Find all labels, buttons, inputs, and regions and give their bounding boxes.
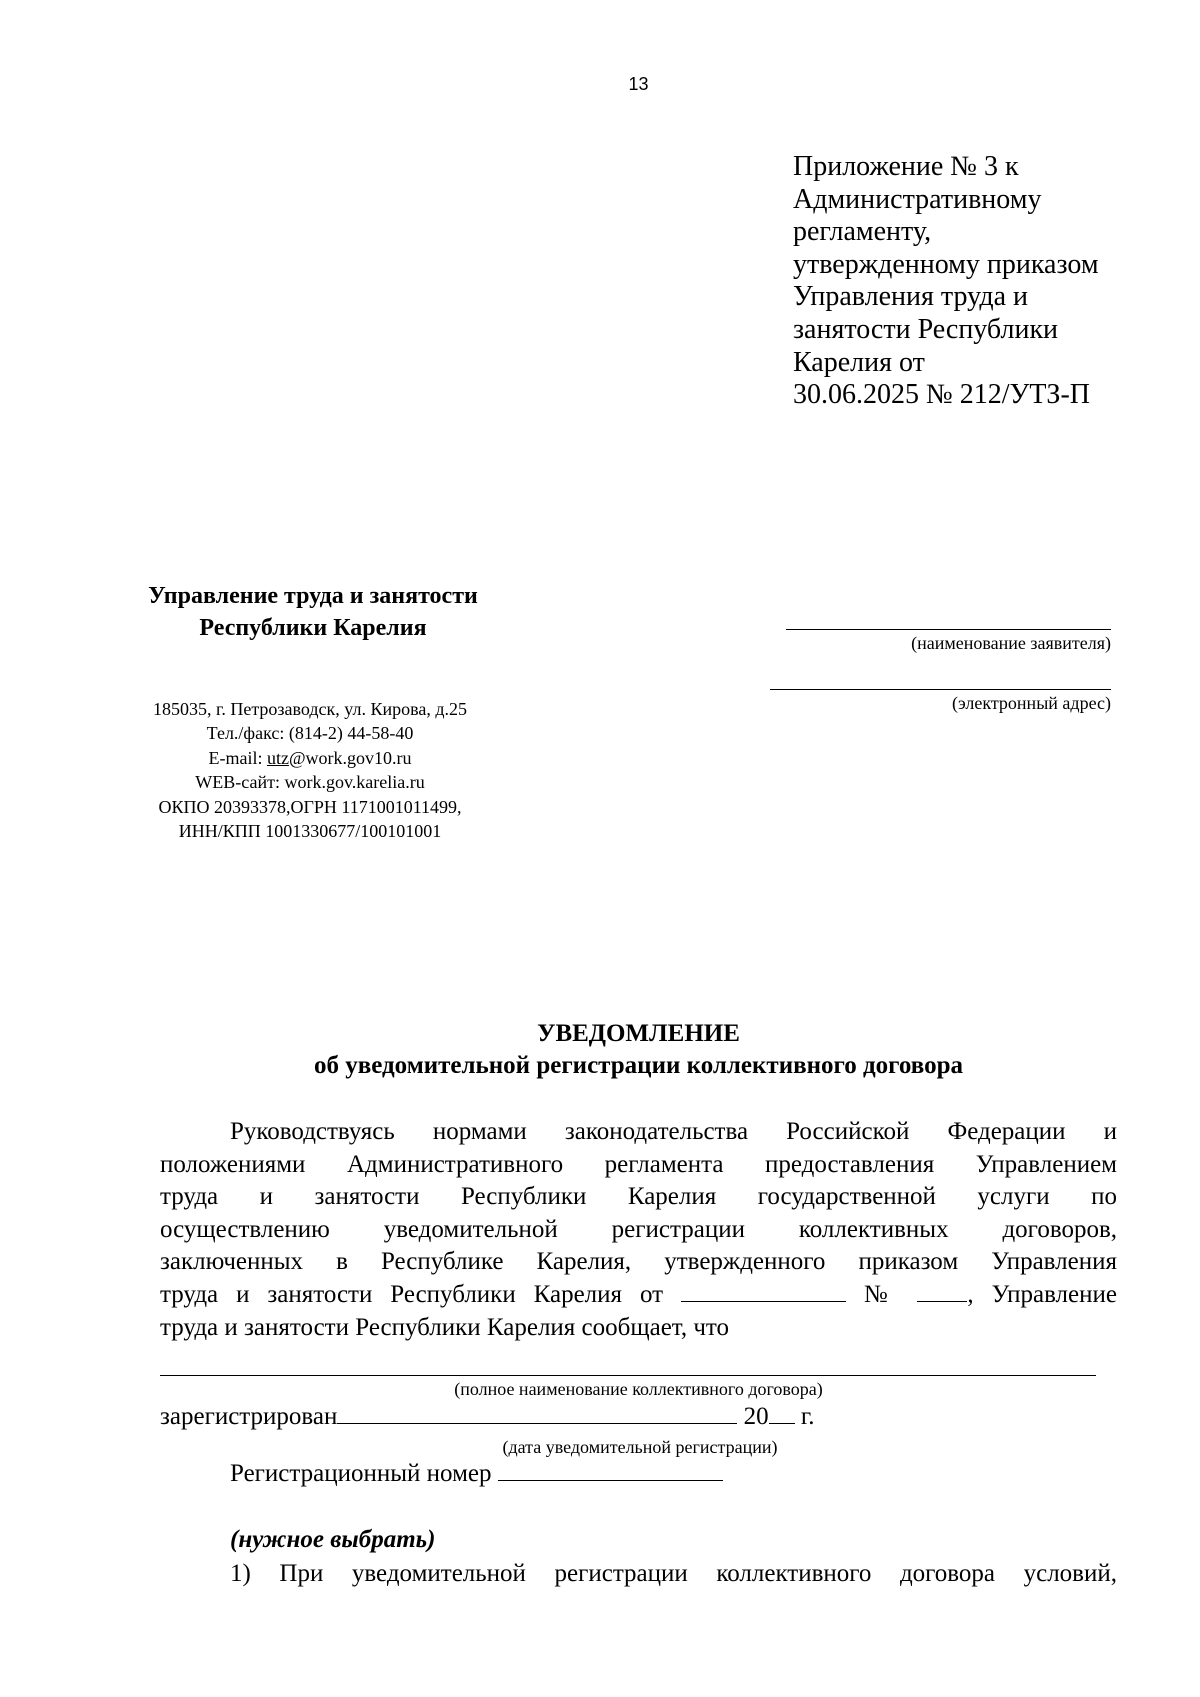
- reg-number-label: Регистрационный номер: [230, 1460, 498, 1487]
- registration-date-caption: (дата уведомительной регистрации): [502, 1437, 778, 1457]
- appendix-line: занятости Республики: [793, 313, 1059, 345]
- order-number-blank[interactable]: [917, 1281, 967, 1302]
- org-title-line: Республики Карелия: [199, 615, 427, 641]
- registered-label: зарегистрирован: [160, 1403, 338, 1430]
- org-website: WEB-сайт: work.gov.karelia.ru: [195, 772, 425, 793]
- registration-year-blank[interactable]: [769, 1403, 795, 1424]
- paragraph-line: осуществлению уведомительной регистрации коллективных договоров,: [160, 1215, 1117, 1243]
- order-text-tail: , Управление: [967, 1280, 1117, 1308]
- email-user-link[interactable]: utz: [266, 747, 289, 768]
- choose-note: (нужное выбрать): [230, 1526, 436, 1553]
- recipient-email-line[interactable]: [770, 689, 1111, 690]
- agreement-name-line[interactable]: [160, 1375, 1096, 1376]
- recipient-name-caption: (наименование заявителя): [911, 633, 1111, 653]
- order-number-sign: №: [846, 1280, 918, 1308]
- paragraph-line: Руководствуясь нормами законодательства Российской Федерации и: [230, 1118, 1117, 1145]
- appendix-line: Карелия от: [793, 346, 925, 378]
- org-title-line: Управление труда и занятости: [148, 583, 478, 609]
- order-text: труда и занятости Республики Карелия от: [160, 1280, 681, 1308]
- org-address: 185035, г. Петрозаводск, ул. Кирова, д.25: [152, 699, 467, 719]
- registration-date-blank[interactable]: [337, 1403, 737, 1424]
- registered-row: [160, 1403, 815, 1431]
- paragraph-line: заключенных в Республике Карелия, утвержденного приказом Управления: [160, 1248, 1117, 1276]
- recipient-name-line[interactable]: [786, 629, 1111, 630]
- appendix-note: [793, 151, 1173, 412]
- item-1-line: 1) При уведомительной регистрации коллективного договора условий,: [230, 1560, 1117, 1587]
- main-paragraph: [160, 1116, 1117, 1344]
- document-subtitle: об уведомительной регистрации коллективного договора: [314, 1052, 963, 1079]
- org-email: [120, 746, 500, 770]
- agreement-name-caption: (полное наименование коллективного договора): [454, 1379, 823, 1399]
- document-title: УВЕДОМЛЕНИЕ: [537, 1020, 740, 1047]
- email-domain: @work.gov10.ru: [288, 747, 412, 768]
- org-phone: Тел./факс: (814-2) 44-58-40: [206, 723, 414, 744]
- appendix-line: утвержденному приказом: [793, 248, 1099, 280]
- org-title: [103, 580, 523, 644]
- registered-year: 20: [737, 1403, 769, 1430]
- page-number: 13: [628, 74, 649, 94]
- item-1: [160, 1558, 1117, 1591]
- appendix-line: Приложение № 3 к: [793, 151, 1019, 182]
- registered-suffix: г.: [794, 1403, 815, 1430]
- org-inn: ИНН/КПП 1001330677/100101001: [178, 821, 442, 842]
- reg-number-blank[interactable]: [498, 1460, 723, 1481]
- paragraph-line: [160, 1279, 1117, 1312]
- reg-number-row: [230, 1460, 723, 1488]
- recipient-email-caption: (электронный адрес): [951, 693, 1111, 713]
- appendix-line: Административному: [793, 183, 1042, 215]
- appendix-line: Управления труда и: [793, 281, 1028, 313]
- appendix-line: 30.06.2025 № 212/УТЗ-П: [793, 379, 1090, 411]
- org-contacts: [120, 697, 500, 843]
- paragraph-line: труда и занятости Республики Карелия сообщает, что: [160, 1313, 730, 1341]
- paragraph-line: труда и занятости Республики Карелия государственной услуги по: [160, 1183, 1117, 1211]
- order-date-blank[interactable]: [681, 1281, 846, 1302]
- paragraph-line: положениями Административного регламента предоставления Управлением: [160, 1150, 1117, 1178]
- email-prefix: E-mail:: [208, 747, 267, 768]
- appendix-line: регламенту,: [793, 216, 932, 248]
- org-okpo: ОКПО 20393378,ОГРН 1171001011499,: [158, 796, 462, 817]
